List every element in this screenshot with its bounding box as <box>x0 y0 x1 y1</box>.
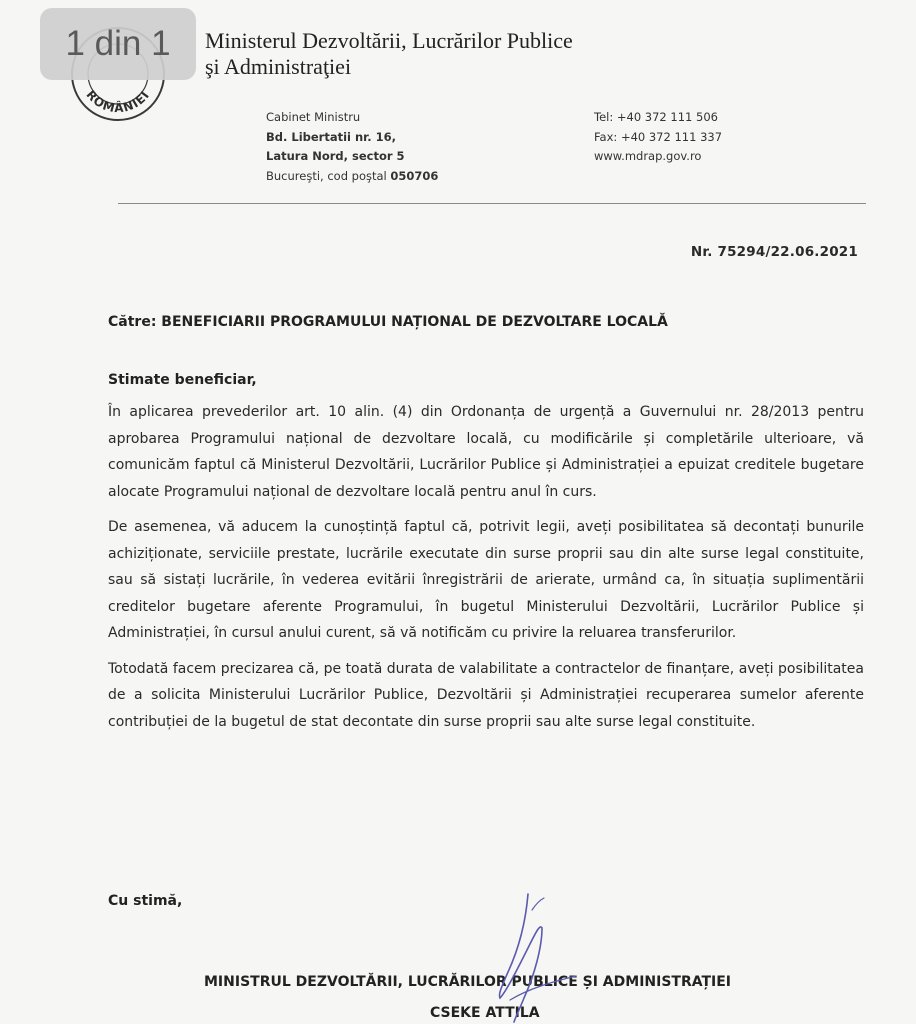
header-divider <box>118 203 866 204</box>
address-line2: Bd. Libertatii nr. 16, <box>266 129 396 144</box>
address-line3: Latura Nord, sector 5 <box>266 149 405 163</box>
signatory-name: CSEKE ATTILA <box>430 1005 540 1021</box>
paragraph: Totodată facem precizarea că, pe toată durata de valabilitate a contractelor de finanțare, aveți posibilitatea de a solicita Ministerului Lucrărilor Publice, Dezvoltării și Administrației recuperarea sumelor aferente contribuției de la bugetul de stat decontate din surse proprii sau alte surse legal constituite. <box>108 660 864 730</box>
address-block <box>266 108 438 186</box>
ministry-name <box>205 28 573 80</box>
seal-text: ROMÂNIEI <box>83 87 153 116</box>
paragraph: De asemenea, vă aducem la cunoștință faptul că, potrivit legii, aveți posibilitatea să decontați bunurile achiziționate, serviciile prestate, lucrările executate din surse proprii sau din alte surse legal constituite, sau să sistați lucrările, în vederea evitării înregistrării de arierate, urmând ca, în situația suplimentării creditelor bugetare aferente Programului, în bugetul Ministerului Dezvoltării, Lucrărilor Publice și Administrației, în cursul anului curent, să vă notificăm cu privire la reluarea transferurilor. <box>108 519 864 641</box>
ministry-name-line2: şi Administraţiei <box>205 54 352 79</box>
postal-code: 050706 <box>390 168 439 183</box>
svg-text:ROMÂNIEI <box>83 88 152 116</box>
address-line4 <box>266 167 438 187</box>
signatory-title: MINISTRUL DEZVOLTĂRII, LUCRĂRILOR PUBLICE ȘI ADMINISTRAȚIEI <box>204 974 732 990</box>
recipient-line: Către: BENEFICIARII PROGRAMULUI NAȚIONAL DE DEZVOLTARE LOCALĂ <box>108 314 668 330</box>
fax-number: Fax: +40 372 111 337 <box>594 129 723 144</box>
page-indicator: 1 din 1 <box>40 8 196 80</box>
salutation: Stimate beneficiar, <box>108 372 257 388</box>
handwritten-signature <box>480 888 590 1024</box>
letter-body <box>108 399 864 744</box>
registration-number: Nr. 75294/22.06.2021 <box>690 244 858 260</box>
phone-number: Tel: +40 372 111 506 <box>594 110 718 124</box>
closing: Cu stimă, <box>108 893 183 909</box>
website-address: www.mdrap.gov.ro <box>594 149 702 163</box>
address-line1: Cabinet Ministru <box>266 110 361 124</box>
ministry-name-line1: Ministerul Dezvoltării, Lucrărilor Publice <box>205 28 573 53</box>
contact-block <box>594 108 722 167</box>
address-city: Bucureşti, cod poştal <box>266 168 391 183</box>
paragraph: În aplicarea prevederilor art. 10 alin. (4) din Ordonanța de urgență a Guvernului nr. 28/2013 pentru aprobarea Programului național de dezvoltare locală, cu modificările și completările ulterioare, vă comunicăm faptul că Ministerul Dezvoltării, Lucrărilor Publice și Administrației a epuizat creditele bugetare alocate Programului național de dezvoltare locală pentru anul în curs. <box>108 404 864 500</box>
